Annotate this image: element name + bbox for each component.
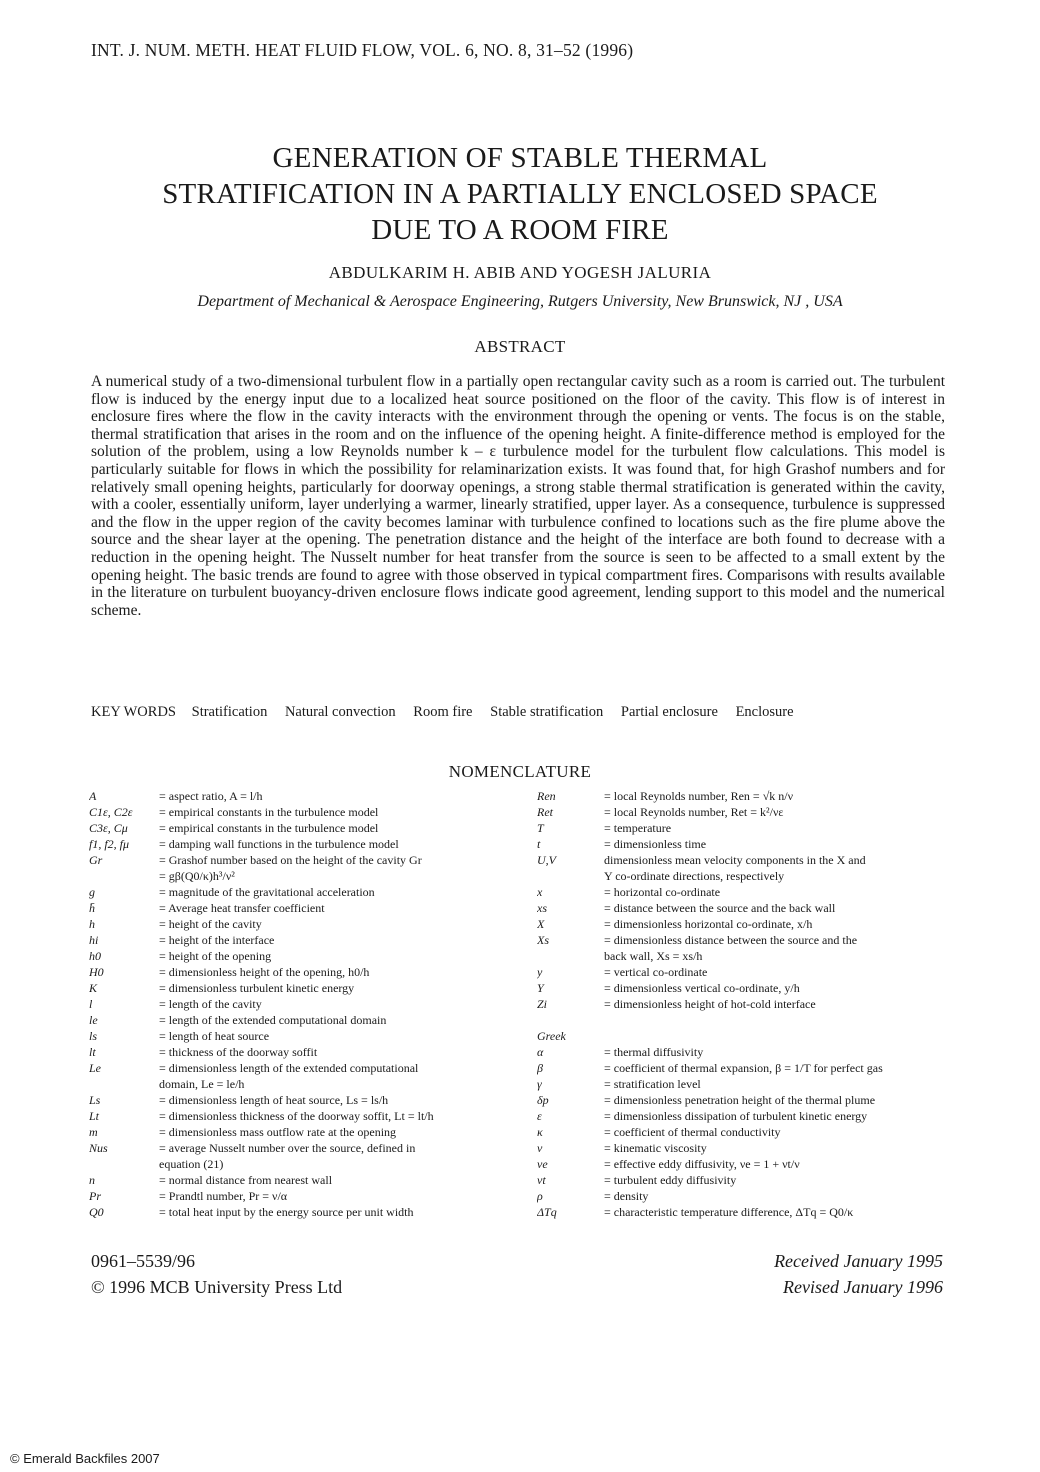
nomenclature-definition: = vertical co-ordinate (604, 965, 708, 979)
nomenclature-symbol: α (537, 1045, 544, 1059)
nomenclature-row (89, 932, 504, 948)
nomenclature-row (537, 932, 947, 948)
nomenclature-row (89, 1140, 504, 1156)
nomenclature-row (89, 1108, 504, 1124)
nomenclature-row (537, 868, 947, 884)
nomenclature-row (89, 1012, 504, 1028)
nomenclature-definition: = distance between the source and the back wall (604, 901, 836, 915)
nomenclature-row (537, 1156, 947, 1172)
keywords-label: KEY WORDS (91, 704, 176, 720)
nomenclature-symbol: Pr (89, 1189, 101, 1203)
nomenclature-definition: = horizontal co-ordinate (604, 885, 721, 899)
nomenclature-definition: = turbulent eddy diffusivity (604, 1173, 737, 1187)
nomenclature-symbol: U,V (537, 853, 556, 867)
nomenclature-row (537, 900, 947, 916)
nomenclature-definition: = total heat input by the energy source per unit width (159, 1205, 414, 1219)
nomenclature-symbol: y (537, 965, 543, 979)
nomenclature-symbol: T (537, 821, 544, 835)
nomenclature-definition: = height of the opening (159, 949, 272, 963)
paper-title (0, 140, 1040, 248)
nomenclature-row (537, 1124, 947, 1140)
nomenclature-definition: = empirical constants in the turbulence model (159, 821, 379, 835)
nomenclature-row (537, 1012, 947, 1028)
abstract-text: A numerical study of a two-dimensional turbulent flow in a partially open rectangular cavity such as a room is carried out. The turbulent flow is induced by the energy input due to a localized heat source positioned on the floor of the cavity. This flow is of interest in enclosure fires where the flow in the cavity interacts with the environment through the opening or vents. The focus is on the stable, thermal stratification that arises in the room and on the influence of the opening height. A finite-difference method is employed for the solution of the problem, using a low Reynolds number k – ε turbulence model for the turbulent flow calculations. This model is particularly suitable for flows in which the possibility for relaminarization exists. It was found that, for high Grashof numbers and for relatively small opening heights, particularly for doorway openings, a strong stable thermal stratification is generated within the cavity, with a cooler, essentially uniform, layer underlying a warmer, linearly stratified, upper layer. As a consequence, turbulence is suppressed and the flow in the upper region of the cavity becomes laminar with turbulence confined to locations such as the fire plume above the source and the shear layer at the opening. The penetration distance and the height of the interface are both found to decrease with a reduction in the opening height. The Nusselt number for heat transfer from the source is seen to be affected to a small extent by the opening height. The basic trends are found to agree with those observed in typical compartment fires. Comparisons with results available in the literature on turbulent buoyancy-driven enclosure flows indicate good agreement, lending support to this model and the numerical scheme. (91, 373, 945, 619)
nomenclature-definition: = dimensionless vertical co-ordinate, y/h (604, 981, 800, 995)
nomenclature-definition: = length of the cavity (159, 997, 262, 1011)
nomenclature-symbol: νt (537, 1173, 546, 1187)
nomenclature-symbol (89, 1076, 159, 1092)
nomenclature-symbol: ε (537, 1109, 542, 1123)
nomenclature-definition: = density (604, 1189, 649, 1203)
nomenclature-row (89, 996, 504, 1012)
nomenclature-symbol: f1, f2, fμ (89, 837, 130, 851)
nomenclature-definition: back wall, Xs = xs/h (604, 949, 703, 963)
nomenclature-definition (604, 1028, 947, 1044)
nomenclature-symbol: g (89, 885, 95, 899)
nomenclature-definition: = local Reynolds number, Ren = √k n/ν (604, 789, 794, 803)
nomenclature-definition: = dimensionless distance between the source and the (604, 933, 858, 947)
nomenclature-definition: = Grashof number based on the height of the cavity Gr (159, 853, 422, 867)
nomenclature-row (89, 1060, 504, 1076)
nomenclature-symbol: Xs (537, 933, 549, 947)
revised-date: Revised January 1996 (783, 1277, 943, 1297)
nomenclature-symbol: νe (537, 1157, 548, 1171)
nomenclature-row (537, 996, 947, 1012)
nomenclature-definition: = empirical constants in the turbulence model (159, 805, 379, 819)
keyword: Enclosure (735, 704, 794, 720)
nomenclature-symbol: ΔTq (537, 1205, 557, 1219)
nomenclature-row (89, 916, 504, 932)
nomenclature-row (537, 964, 947, 980)
nomenclature-definition: = aspect ratio, A = l/h (159, 789, 263, 803)
nomenclature-row (89, 836, 504, 852)
nomenclature-row (89, 1124, 504, 1140)
nomenclature-row (89, 980, 504, 996)
nomenclature-row (89, 884, 504, 900)
nomenclature-symbol: X (537, 917, 545, 931)
nomenclature-symbol: C1ε, C2ε (89, 805, 133, 819)
nomenclature-definition: = dimensionless mass outflow rate at the opening (159, 1125, 397, 1139)
nomenclature-symbol: n (89, 1173, 95, 1187)
nomenclature-symbol: Q0 (89, 1205, 104, 1219)
nomenclature-definition: = thickness of the doorway soffit (159, 1045, 318, 1059)
authors: ABDULKARIM H. ABIB AND YOGESH JALURIA (328, 263, 712, 282)
nomenclature-definition: = dimensionless dissipation of turbulent kinetic energy (604, 1109, 868, 1123)
nomenclature-definition: = stratification level (604, 1077, 701, 1091)
nomenclature-row (537, 916, 947, 932)
nomenclature-left-column (89, 788, 504, 1220)
nomenclature-row (89, 1188, 504, 1204)
dates (774, 1248, 943, 1300)
nomenclature-symbol: h (89, 917, 95, 931)
nomenclature-row (537, 980, 947, 996)
nomenclature-row (89, 964, 504, 980)
keyword: Room fire (413, 704, 473, 720)
nomenclature-symbol: Ret (537, 805, 553, 819)
nomenclature-row (537, 1092, 947, 1108)
nomenclature-definition: = length of the extended computational domain (159, 1013, 387, 1027)
nomenclature-row (89, 868, 504, 884)
nomenclature-row (89, 1044, 504, 1060)
copyright: © 1996 MCB University Press Ltd (91, 1277, 343, 1297)
keyword: Partial enclosure (620, 704, 718, 720)
title-line: DUE TO A ROOM FIRE (371, 214, 669, 246)
nomenclature-definition: = thermal diffusivity (604, 1045, 704, 1059)
nomenclature-symbol: A (89, 789, 97, 803)
nomenclature-symbol: Nus (89, 1141, 108, 1155)
nomenclature-symbol: xs (537, 901, 547, 915)
nomenclature-symbol: Y (537, 981, 544, 995)
nomenclature-row (89, 788, 504, 804)
nomenclature-symbol: l (89, 997, 93, 1011)
nomenclature-symbol: Ren (537, 789, 556, 803)
nomenclature-symbol: Le (89, 1061, 101, 1075)
nomenclature-symbol: H0 (89, 965, 104, 979)
nomenclature-symbol: ρ (537, 1189, 543, 1203)
nomenclature-row (89, 1204, 504, 1220)
keyword: Stable stratification (490, 704, 604, 720)
nomenclature-definition: = effective eddy diffusivity, νe = 1 + νt/ν (604, 1157, 800, 1171)
nomenclature-row (537, 1076, 947, 1092)
nomenclature-definition: equation (21) (159, 1157, 224, 1171)
nomenclature-definition: = dimensionless penetration height of the thermal plume (604, 1093, 876, 1107)
footer-watermark: © Emerald Backfiles 2007 (10, 1451, 160, 1466)
nomenclature-row (89, 804, 504, 820)
nomenclature-definition: = local Reynolds number, Ret = k²/νε (604, 805, 784, 819)
nomenclature-definition: = dimensionless length of heat source, Ls = ls/h (159, 1093, 389, 1107)
nomenclature-definition: = characteristic temperature difference, ΔTq = Q0/κ (604, 1205, 854, 1219)
nomenclature-symbol: hi (89, 933, 99, 947)
nomenclature-definition: = dimensionless length of the extended computational (159, 1061, 419, 1075)
nomenclature-definition: Y co-ordinate directions, respectively (604, 869, 785, 883)
nomenclature-row (537, 1188, 947, 1204)
nomenclature-symbol (537, 1012, 604, 1028)
nomenclature-symbol: ls (89, 1029, 98, 1043)
nomenclature-row (537, 1108, 947, 1124)
nomenclature-definition: = dimensionless time (604, 837, 707, 851)
nomenclature-definition: = length of heat source (159, 1029, 270, 1043)
nomenclature-definition: domain, Le = le/h (159, 1077, 245, 1091)
nomenclature-symbol: Zi (537, 997, 548, 1011)
nomenclature-definition: = dimensionless horizontal co-ordinate, x/h (604, 917, 813, 931)
nomenclature-symbol (537, 948, 604, 964)
nomenclature-symbol: le (89, 1013, 98, 1027)
nomenclature-symbol: Gr (89, 853, 103, 867)
nomenclature-definition: = gβ(Q0/κ)h³/ν² (159, 869, 235, 883)
title-line: GENERATION OF STABLE THERMAL (272, 142, 768, 174)
nomenclature-right-column (537, 788, 947, 1220)
nomenclature-row (89, 1028, 504, 1044)
nomenclature-definition: = dimensionless thickness of the doorway soffit, Lt = lt/h (159, 1109, 434, 1123)
nomenclature-row (537, 1172, 947, 1188)
nomenclature-definition (604, 1012, 944, 1028)
nomenclature-symbol: t (537, 837, 541, 851)
nomenclature-row (89, 1076, 504, 1092)
nomenclature-symbol: C3ε, Cμ (89, 821, 128, 835)
nomenclature-row (89, 900, 504, 916)
title-line: STRATIFICATION IN A PARTIALLY ENCLOSED SPACE (162, 178, 878, 210)
nomenclature-row (89, 852, 504, 868)
nomenclature-definition: = Average heat transfer coefficient (159, 901, 325, 915)
keyword: Stratification (191, 704, 268, 720)
nomenclature-symbol: ν (537, 1141, 543, 1155)
nomenclature-row (89, 1156, 504, 1172)
issn: 0961–5539/96 (91, 1251, 196, 1271)
nomenclature-row (537, 836, 947, 852)
nomenclature-definition: = Prandtl number, Pr = ν/α (159, 1189, 288, 1203)
abstract-heading: ABSTRACT (474, 337, 566, 356)
nomenclature-symbol: K (89, 981, 98, 995)
nomenclature-row (537, 820, 947, 836)
nomenclature-definition: = dimensionless height of the opening, h0/h (159, 965, 370, 979)
nomenclature-definition: = dimensionless height of hot-cold interface (604, 997, 816, 1011)
received-date: Received January 1995 (774, 1251, 943, 1271)
nomenclature-definition: = coefficient of thermal conductivity (604, 1125, 781, 1139)
nomenclature-symbol (89, 1156, 159, 1172)
nomenclature-definition: = temperature (604, 821, 672, 835)
nomenclature-symbol (537, 868, 604, 884)
nomenclature-symbol: h0 (89, 949, 101, 963)
nomenclature-heading: NOMENCLATURE (448, 762, 592, 781)
nomenclature-row (537, 788, 947, 804)
nomenclature-row (89, 948, 504, 964)
journal-header: INT. J. NUM. METH. HEAT FLUID FLOW, VOL. 6, NO. 8, 31–52 (1996) (91, 40, 634, 60)
nomenclature-symbol (89, 868, 159, 884)
nomenclature-symbol: Ls (89, 1093, 101, 1107)
nomenclature-symbol: δp (537, 1093, 549, 1107)
keyword: Natural convection (284, 704, 396, 720)
nomenclature-row (537, 1060, 947, 1076)
nomenclature-row (537, 1044, 947, 1060)
nomenclature-definition: = normal distance from nearest wall (159, 1173, 333, 1187)
nomenclature-symbol: Greek (537, 1029, 566, 1043)
nomenclature-symbol: κ (537, 1125, 543, 1139)
keywords (91, 704, 808, 721)
affiliation: Department of Mechanical & Aerospace Engineering, Rutgers University, New Brunswick, NJ , USA (197, 293, 843, 310)
nomenclature-definition: = kinematic viscosity (604, 1141, 707, 1155)
nomenclature-symbol: β (537, 1061, 543, 1075)
nomenclature-definition: = coefficient of thermal expansion, β = 1/T for perfect gas (604, 1061, 883, 1075)
nomenclature-definition: = height of the cavity (159, 917, 262, 931)
publication-info (91, 1248, 342, 1300)
nomenclature-symbol: h̄ (89, 901, 95, 915)
nomenclature-row (537, 1204, 947, 1220)
nomenclature-definition: = magnitude of the gravitational acceleration (159, 885, 375, 899)
nomenclature-definition: dimensionless mean velocity components in the X and (604, 853, 866, 867)
nomenclature-symbol: lt (89, 1045, 96, 1059)
nomenclature-row (537, 1140, 947, 1156)
nomenclature-row (537, 948, 947, 964)
nomenclature-row (537, 804, 947, 820)
nomenclature-symbol: m (89, 1125, 98, 1139)
nomenclature-symbol: Lt (89, 1109, 100, 1123)
nomenclature-row (537, 1028, 947, 1044)
nomenclature-definition: = dimensionless turbulent kinetic energy (159, 981, 355, 995)
nomenclature-definition: = height of the interface (159, 933, 275, 947)
nomenclature-row (89, 820, 504, 836)
nomenclature-definition: = damping wall functions in the turbulence model (159, 837, 399, 851)
nomenclature-row (537, 884, 947, 900)
nomenclature-symbol: x (537, 885, 543, 899)
nomenclature-row (89, 1092, 504, 1108)
nomenclature-definition: = average Nusselt number over the source, defined in (159, 1141, 416, 1155)
nomenclature-row (89, 1172, 504, 1188)
nomenclature-symbol: γ (537, 1077, 542, 1091)
nomenclature-row (537, 852, 947, 868)
